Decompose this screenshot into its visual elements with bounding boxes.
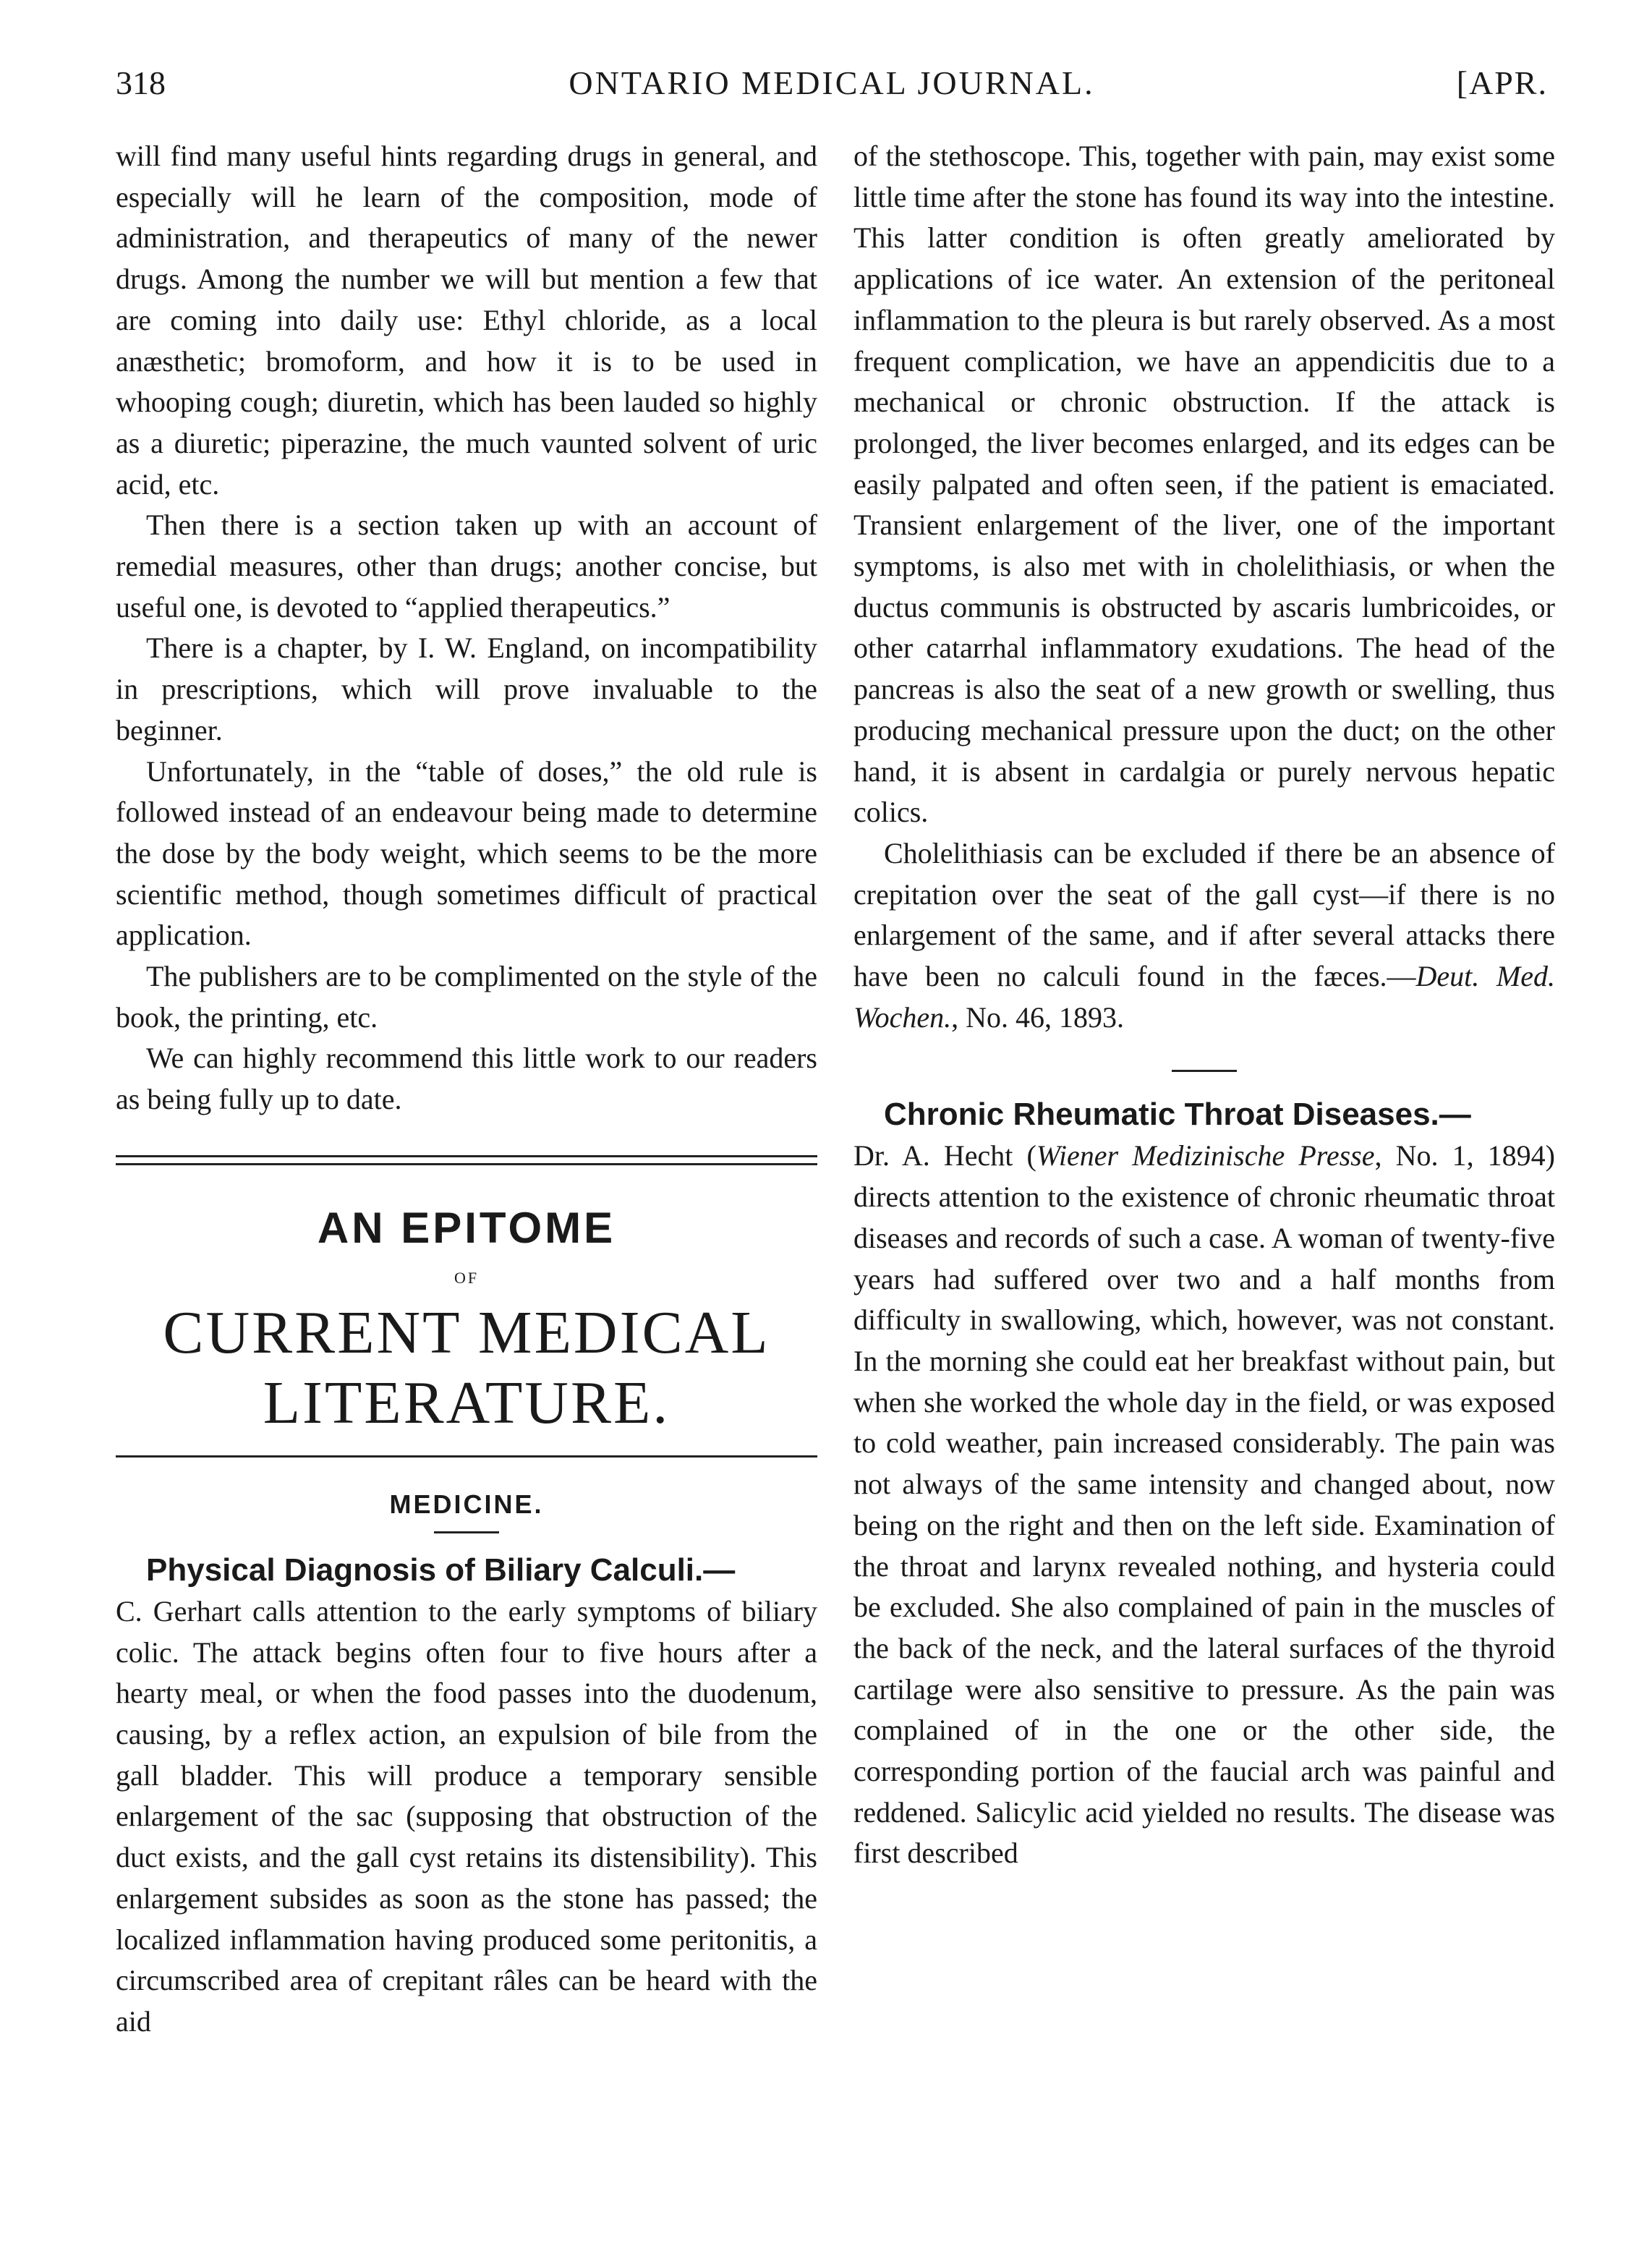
- section-heading: MEDICINE.: [389, 1489, 544, 1519]
- citation-deut-med: Deut. Med. Wochen.: [853, 960, 1556, 1034]
- issue-month: [APR.: [1456, 64, 1548, 101]
- journal-title: ONTARIO MEDICAL JOURNAL.: [569, 64, 1095, 101]
- review-paragraph-4: Unfortunately, in the “table of doses,” the old rule is followed instead of an endeavour being made to determine the dose by the body weight, which seems to be the more scientific method, though sometimes difficult of practical application.: [116, 754, 817, 952]
- citation-end: , No. 46, 1893.: [951, 1000, 1125, 1034]
- cholelithiasis-paragraph: [853, 833, 1555, 1039]
- review-paragraph-6: We can highly recommend this little work to our readers as being fully up to date.: [116, 1042, 817, 1116]
- double-divider: [116, 1155, 817, 1165]
- right-column: [853, 136, 1555, 1874]
- citation-wiener: Wiener Medizinische Presse: [1036, 1139, 1375, 1173]
- page-number: 318: [116, 64, 166, 101]
- cholelithiasis-text: Cholelithiasis can be excluded if there be an absence of crepitation over the seat of the gall cyst—if there is no enlargement of the same, and if after several attacks there have been no calculi found in the fæces.—: [853, 836, 1555, 993]
- article-text-throat: [853, 1136, 1555, 1874]
- review-paragraph-5: The publishers are to be complimented on the style of the book, the printing, etc.: [116, 960, 817, 1034]
- epitome-subtitle: CURRENT MEDICAL LITERATURE.: [163, 1298, 770, 1437]
- epitome-of: OF: [454, 1268, 480, 1287]
- review-paragraph-3: There is a chapter, by I. W. England, on incompatibility in prescriptions, which will prove invaluable to the beginner.: [116, 631, 817, 746]
- throat-text-body: , No. 1, 1894) directs attention to the existence of chronic rheumatic throat diseases and records of such a case. A woman of twenty-five years had suffered over two and a half months from difficulty in swallowing, which, however, was not constant. In the morning she could eat her breakfast without pain, but when she worked the whole day in the field, or was exposed to cold weather, pain increased considerably. The pain was not always of the same intensity and changed about, now being on the right and then on the left side. Examination of the throat and larynx revealed nothing, and hysteria could be excluded. She also complained of pain in the muscles of the back of the neck, and the lateral surfaces of the thyroid cartilage were also sensitive to pressure. As the pain was complained of in the one or the other side, the corresponding portion of the faucial arch was painful and reddened. Salicylic acid yielded no results. The disease was first described: [853, 1139, 1555, 1870]
- short-divider: [434, 1531, 499, 1533]
- review-paragraph-1: will find many useful hints regarding drugs in general, and especially will he learn of the composition, mode of administration, and therapeutics of many of the newer drugs. Among the number we will but mention a few that are coming into daily use: Ethyl chloride, as a local anæsthetic; bromoform, and how it is to be used in whooping cough; diuretin, which has been lauded so highly as a diuretic; piperazine, the much vaunted solvent of uric acid, etc.: [116, 140, 817, 501]
- article-title-biliary: Physical Diagnosis of Biliary Calculi.—: [146, 1552, 736, 1588]
- article-text-biliary: C. Gerhart calls attention to the early symptoms of biliary colic. The attack begins often four to five hours after a hearty meal, or when the food passes into the duodenum, causing, by a reflex action, an expulsion of bile from the gall bladder. This will produce a temporary sensible enlargement of the sac (supposing that obstruction of the duct exists, and the gall cyst retains its distensibility). This enlargement subsides as soon as the stone has passed; the localized inflammation having produced some peritonitis, a circumscribed area of crepitant râles can be heard with the aid: [116, 1594, 817, 2038]
- throat-text-pre: Dr. A. Hecht (: [853, 1139, 1036, 1173]
- left-column: [116, 136, 817, 2043]
- page-header: [116, 64, 1548, 114]
- review-paragraph-2: Then there is a section taken up with an account of remedial measures, other than drugs; another concise, but useful one, is devoted to “applied therapeutics.”: [116, 509, 817, 624]
- section-divider: [116, 1455, 817, 1458]
- short-divider-right: [1172, 1070, 1237, 1072]
- article-title-throat: Chronic Rheumatic Throat Diseases.—: [884, 1097, 1471, 1133]
- biliary-continued-paragraph: of the stethoscope. This, together with pain, may exist some little time after the stone has found its way into the intestine. This latter condition is often greatly ameliorated by applications of ice water. An extension of the peritoneal inflammation to the pleura is but rarely observed. As a most frequent complication, we have an appendicitis due to a mechanical or chronic obstruction. If the attack is prolonged, the liver becomes enlarged, and its edges can be easily palpated and often seen, if the patient is emaciated. Transient enlargement of the liver, one of the important symptoms, is also met with in cholelithiasis, or when the ductus communis is obstructed by ascaris lumbricoides, or other catarrhal inflammatory exudations. The head of the pancreas is also the seat of a new growth or swelling, thus producing mechanical pressure upon the duct; on the other hand, it is absent in cardalgia or purely nervous hepatic colics.: [853, 140, 1555, 829]
- epitome-title: AN EPITOME: [317, 1203, 616, 1252]
